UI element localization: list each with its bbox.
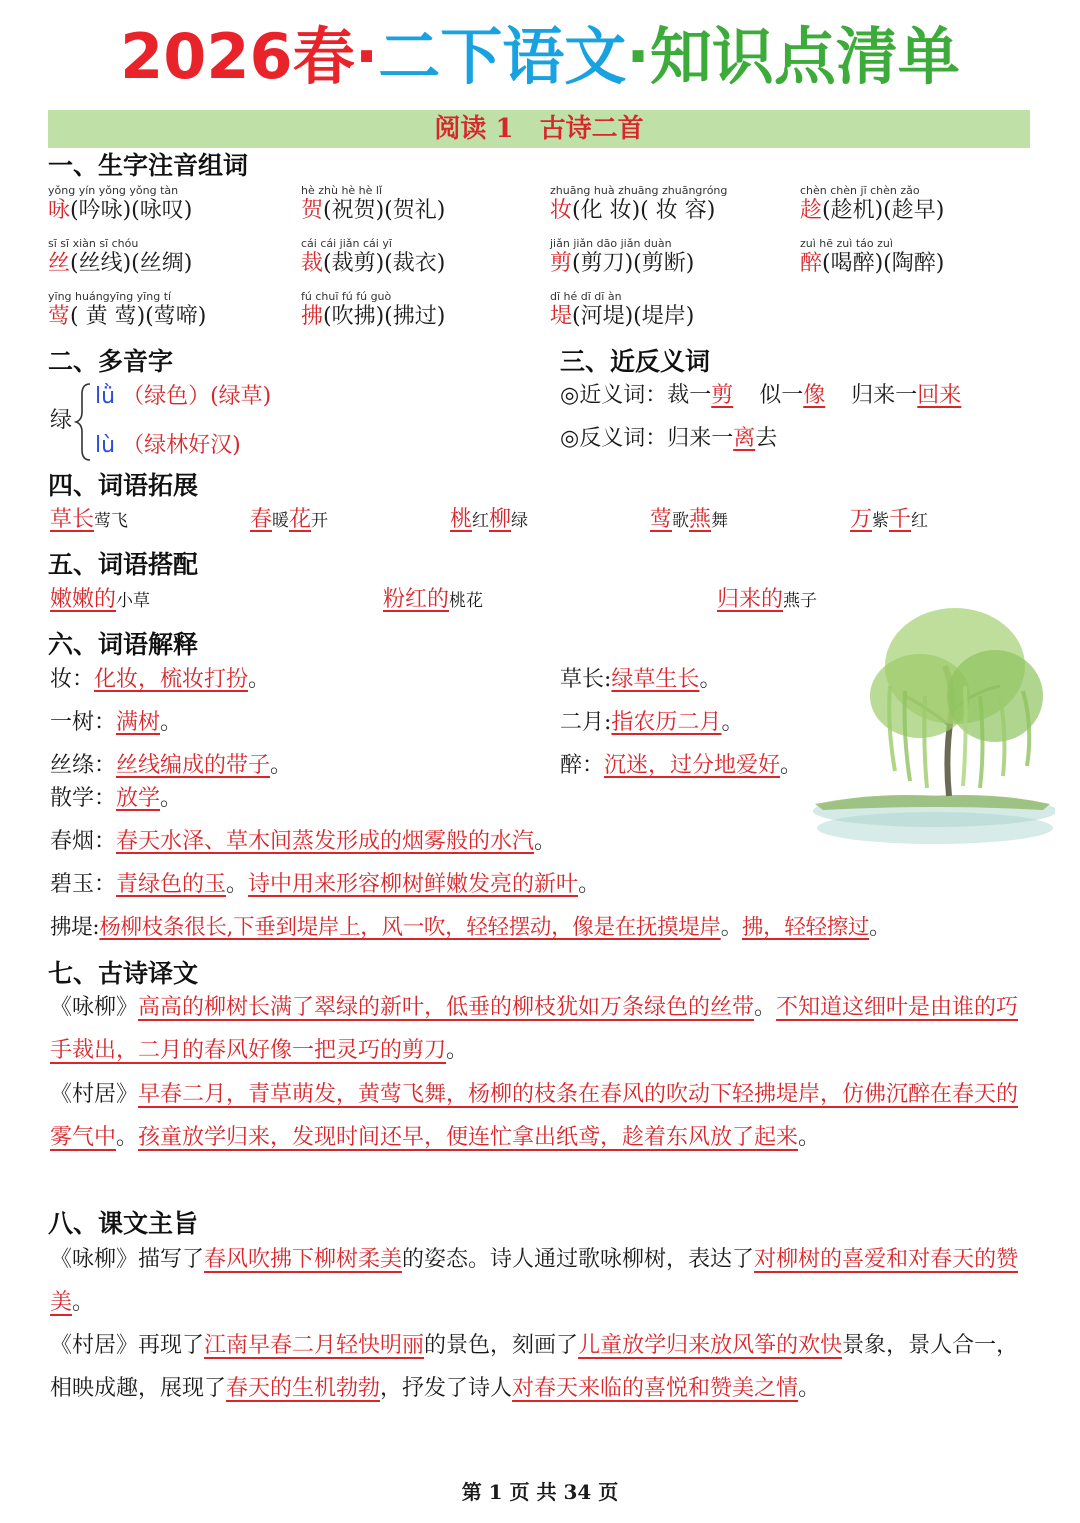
pinyin: chèn chèn jī chèn zǎo [800,184,920,197]
idiom-key: 花 [289,507,312,532]
compounds: (河堤)(堤岸) [572,304,695,329]
theme-text: 的姿态。诗人通过歌咏柳树，表达了 [402,1247,755,1272]
def-term: 妆： [50,667,95,692]
section-heading-6: 六、词语解释 [48,630,199,659]
pinyin: dī hé dī dī àn [550,290,622,303]
def-end: 。 [721,710,744,735]
compounds: (喝醉)(陶醉) [822,251,945,276]
section-heading-4: 四、词语拓展 [48,471,199,500]
theme-key: 对柳树的喜爱和对春天的赞美 [50,1247,1019,1315]
char-cell [800,185,1040,233]
definition-item [560,751,802,781]
def-punct: 。 [720,915,742,940]
char-cell [301,291,541,339]
def-end: 。 [780,753,803,778]
def-meaning: 拂，轻轻擦过 [741,915,870,940]
theme-key: 对春天来临的喜悦和赞美之情 [512,1376,799,1401]
syn-b: 像 [803,383,826,408]
title-subject: 二下语文 [378,20,627,93]
willow-tree-illustration [795,596,1055,861]
lesson-banner: 阅读 1 古诗二首 [48,110,1030,148]
page-title [0,14,1080,100]
def-term: 二月: [560,710,612,735]
char: 堤 [550,304,573,329]
theme-key: 春天的生机勃勃 [226,1376,381,1401]
collocation-item [50,585,150,616]
idiom-rest: 开 [311,511,329,531]
poem-title: 《村居》 [50,1333,139,1358]
translation-text: 高高的柳树长满了翠绿的新叶，低垂的柳枝犹如万条绿色的丝带 [138,995,755,1020]
pinyin: yīng huángyīng yīng tí [48,290,172,303]
collocation-item [383,585,483,616]
pinyin: zhuāng huà zhuāng zhuāngróng [550,184,728,197]
idiom-item [50,505,128,536]
section-heading-5: 五、词语搭配 [48,550,199,579]
definition-item [50,784,182,814]
theme-yongliu [50,1238,1032,1324]
compounds: (丝线)(丝绸) [70,251,193,276]
def-end: 。 [160,710,183,735]
pinyin: zuì hē zuì táo zuì [800,237,893,250]
pinyin: fú chuī fú fú guò [301,290,392,303]
idiom-rest: 舞 [711,511,729,531]
idiom-key: 桃 [450,507,473,532]
punct: 。 [754,995,777,1020]
idiom-key: 万 [850,507,873,532]
char: 贺 [301,198,324,223]
theme-text: 再现了 [138,1333,205,1358]
char-grid [48,185,1038,335]
def-meaning: 青绿色的玉 [116,872,227,897]
section-heading-1: 一、生字注音组词 [48,151,249,180]
ant-c: 去 [755,426,778,451]
def-term: 春烟： [50,829,117,854]
pinyin: yǒng yín yǒng yǒng tàn [48,184,179,197]
definition-item [560,708,743,738]
def-end: 。 [869,915,891,940]
char: 咏 [48,198,71,223]
collocation-noun: 燕子 [783,591,818,611]
theme-text: ，抒发了诗人 [380,1376,513,1401]
words: （绿林好汉) [122,433,241,458]
definition-item [560,665,721,695]
poem-title: 《咏柳》 [50,995,139,1020]
definition-item [50,751,292,781]
def-end: 。 [270,753,293,778]
words: （绿色）(绿草) [122,384,272,409]
syn-a: 裁一 [667,383,712,408]
char-cell [48,291,288,339]
ant-b: 离 [733,426,756,451]
idiom-rest: 红 [472,511,490,531]
char-cell [301,185,541,233]
theme-text: 描写了 [138,1247,205,1272]
def-meaning: 化妆，梳妆打扮 [94,667,249,692]
char: 拂 [301,304,324,329]
def-meaning: 沉迷，过分地爱好 [604,753,781,778]
idiom-rest: 绿 [511,511,529,531]
def-term: 一树： [50,710,117,735]
pinyin: cái cái jiǎn cái yī [301,237,392,250]
section-heading-7: 七、古诗译文 [48,959,199,988]
page-number: 第 1 页 共 34 页 [461,1480,619,1504]
char-cell [48,185,288,233]
idiom-rest: 红 [911,511,929,531]
syn-label: ◎近义词： [560,383,668,408]
compounds: (吹拂)(拂过) [323,304,446,329]
char: 丝 [48,251,71,276]
collocation-mod: 归来的 [717,587,784,612]
pinyin: hè zhù hè hè lǐ [301,184,383,197]
translation-cunju [50,1073,1032,1159]
theme-text: 的景色，刻画了 [424,1333,579,1358]
theme-key: 江南早春二月轻快明丽 [204,1333,425,1358]
def-end: 。 [534,829,557,854]
def-term: 碧玉： [50,872,117,897]
polyphone-reading-2 [95,431,241,461]
idiom-item [650,505,728,536]
def-meaning: 诗中用来形容柳树鲜嫩发亮的新叶 [248,872,579,897]
char: 莺 [48,304,71,329]
char: 裁 [301,251,324,276]
compounds: (吟咏)(咏叹) [70,198,193,223]
char-cell [301,238,541,286]
idiom-rest: 歌 [672,511,690,531]
polyphone-reading-1 [95,382,271,412]
collocation-mod: 嫩嫩的 [50,587,117,612]
title-year: 2026春· [120,20,379,93]
def-term: 丝绦： [50,753,117,778]
char-cell [550,238,790,286]
def-meaning: 杨柳枝条很长,下垂到堤岸上，风一吹，轻轻摆动，像是在抚摸堤岸 [99,915,721,940]
def-end: 。 [699,667,722,692]
def-meaning: 丝线编成的带子 [116,753,271,778]
definition-item [50,708,182,738]
pinyin: lù [95,433,116,458]
pinyin: sī sī xiàn sī chóu [48,237,139,250]
syn-a: 归来一 [851,383,918,408]
punct: 。 [798,1125,821,1150]
idiom-rest: 紫 [872,511,890,531]
theme-key: 春风吹拂下柳树柔美 [204,1247,403,1272]
theme-cunju [50,1324,1032,1410]
def-meaning: 指农历二月 [611,710,722,735]
title-suffix: ·知识点清单 [626,20,960,93]
idiom-rest: 暖 [272,511,290,531]
definition-item [50,665,270,695]
def-meaning: 春天水泽、草木间蒸发形成的烟雾般的水汽 [116,829,535,854]
char-cell [550,185,790,233]
def-term: 醉： [560,753,605,778]
compounds: (化 妆)( 妆 容) [572,198,716,223]
idiom-key: 春 [250,507,273,532]
syn-b: 回来 [917,383,962,408]
char-cell [48,238,288,286]
idiom-key: 莺 [650,507,673,532]
pinyin: lǜ [95,384,116,409]
brace-icon [74,382,94,462]
char-cell [550,291,790,339]
compounds: (裁剪)(裁衣) [323,251,446,276]
char-cell [800,238,1040,286]
section-heading-3: 三、近反义词 [560,347,711,376]
poem-title: 《村居》 [50,1082,139,1107]
def-term: 草长: [560,667,612,692]
idiom-key: 草长 [50,507,95,532]
compounds: ( 黄 莺)(莺啼) [70,304,207,329]
definition-item [50,827,556,857]
char: 妆 [550,198,573,223]
def-end: 。 [160,786,183,811]
def-meaning: 绿草生长 [611,667,700,692]
translation-text: 早春二月，青草萌发，黄莺飞舞，杨柳的枝条在春风的吹动下轻拂堤岸，仿佛沉醉在春天的雾气中 [50,1082,1019,1150]
synonyms-line [560,381,961,411]
def-term: 拂堤: [50,915,100,940]
ant-label: ◎反义词： [560,426,668,451]
def-meaning: 满树 [116,710,161,735]
translation-yongliu [50,986,1032,1072]
poem-title: 《咏柳》 [50,1247,139,1272]
compounds: (祝贺)(贺礼) [323,198,446,223]
theme-key: 儿童放学归来放风筝的欢快 [578,1333,843,1358]
theme-text: 。 [72,1290,95,1315]
idiom-item [250,505,328,536]
ant-a: 归来一 [667,426,734,451]
idiom-rest: 莺飞 [94,511,129,531]
syn-a: 似一 [759,383,804,408]
theme-text: 景象，景人合一，相映成趣，展现了 [50,1333,1019,1401]
polyphone-char: 绿 [50,408,73,433]
syn-b: 剪 [711,383,734,408]
idiom-key: 千 [889,507,912,532]
def-term: 散学： [50,786,117,811]
definition-item [50,870,600,900]
def-end: 。 [578,872,601,897]
compounds: (趁机)(趁早) [822,198,945,223]
idiom-key: 柳 [489,507,512,532]
antonyms-line [560,424,777,454]
idiom-key: 燕 [689,507,712,532]
section-heading-2: 二、多音字 [48,347,174,376]
theme-text: 。 [798,1376,821,1401]
idiom-item [850,505,928,536]
collocation-noun: 桃花 [449,591,484,611]
collocation-noun: 小草 [116,591,151,611]
char: 醉 [800,251,823,276]
def-punct: 。 [226,872,249,897]
punct: 。 [446,1038,469,1063]
section-heading-8: 八、课文主旨 [48,1209,199,1238]
compounds: (剪刀)(剪断) [572,251,695,276]
punct: 。 [116,1125,139,1150]
definition-item [50,913,890,943]
char: 趁 [800,198,823,223]
collocation-mod: 粉红的 [383,587,450,612]
idiom-item [450,505,528,536]
translation-text: 孩童放学归来，发现时间还早，便连忙拿出纸鸢，趁着东风放了起来 [138,1125,799,1150]
def-end: 。 [248,667,271,692]
pinyin: jiǎn jiǎn dāo jiǎn duàn [550,237,672,250]
translation-text: 不知道这细叶是由谁的巧手裁出，二月的春风好像一把灵巧的剪刀 [50,995,1019,1063]
char: 剪 [550,251,573,276]
def-meaning: 放学 [116,786,161,811]
